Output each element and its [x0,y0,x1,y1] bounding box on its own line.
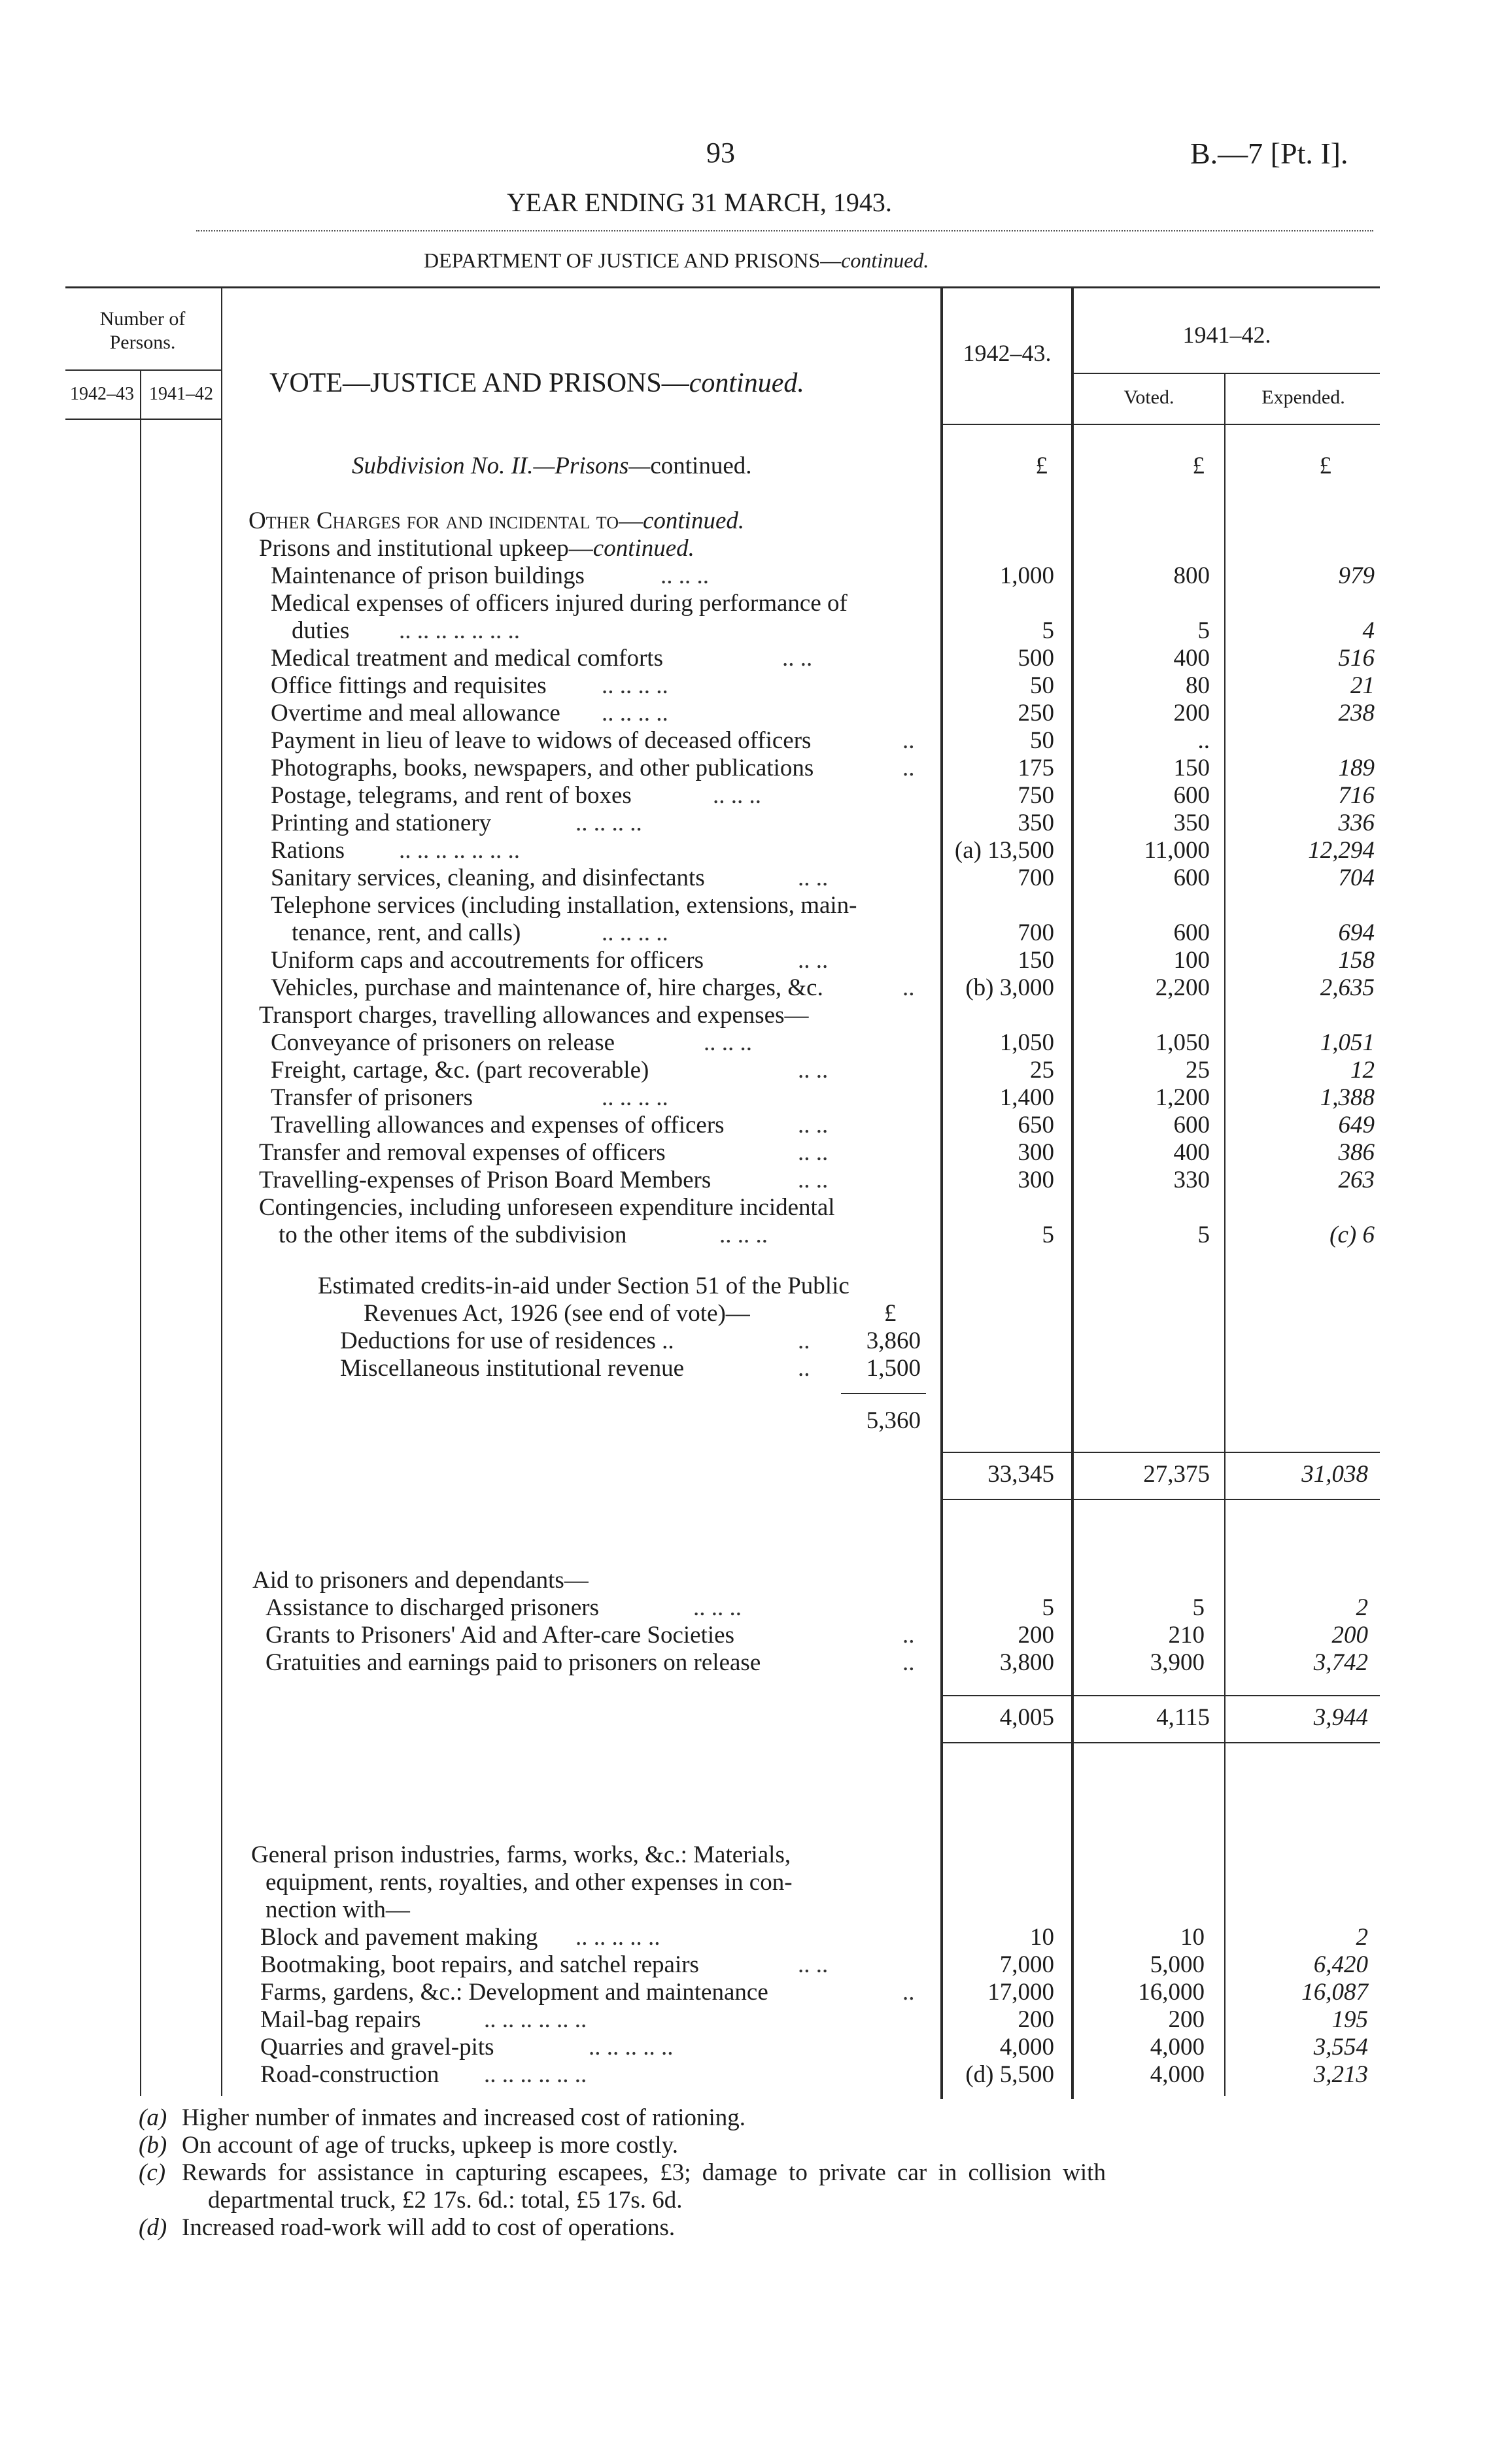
vote-title-text: VOTE—JUSTICE AND PRISONS— [269,368,689,398]
section1-row-expended: 649 [1338,1112,1375,1138]
section3-row-1942-43: 4,000 [999,2034,1054,2061]
credits-item-value: 3,860 [866,1327,921,1354]
col-divider-voted-expended [1224,374,1225,2096]
col-voted-heading: Voted. [1123,386,1174,408]
currency-expended: £ [1319,453,1331,479]
section1-row-label: Medical treatment and medical comforts [271,645,663,672]
section1-row-voted: 5 [1197,1222,1210,1248]
credits-item-value: 1,500 [866,1355,921,1382]
section2-row-expended: 200 [1331,1622,1368,1649]
col-1942-43-heading: 1942–43. [963,340,1052,366]
prisons-upkeep-subheading-text: Prisons and institutional upkeep— [259,535,593,562]
section1-row-1942-43: (b) 3,000 [965,974,1054,1001]
section1-row-leader: .. .. [798,1139,829,1166]
other-charges-heading-cont: continued. [642,507,745,534]
section1-row-leader: .. .. [798,1167,829,1193]
section1-row-voted: 600 [1173,919,1210,946]
industries-heading-line3: nection with— [266,1896,410,1923]
money-header-bottom-rule [942,424,1380,425]
section1-row-voted: 400 [1173,1139,1210,1166]
section1-row-label: Medical expenses of officers injured during performance of [271,590,848,617]
section3-row-leader: .. .. .. .. .. .. [484,2061,587,2088]
section3-row-label: Road-construction [260,2061,439,2088]
section3-row-expended: 3,554 [1313,2034,1368,2061]
persons-bottom-rule [65,419,221,420]
section1-row-1942-43: 350 [1018,810,1054,836]
section1-row-1942-43: 650 [1018,1112,1054,1138]
col-divider-persons-b [221,286,222,2096]
section2-row-label: Gratuities and earnings paid to prisoners on release [266,1649,761,1676]
section2-total-expended: 3,944 [1313,1704,1368,1731]
section3-row-leader: .. .. .. .. .. .. [484,2006,587,2033]
section1-row-label: Telephone services (including installation, extensions, main- [271,892,857,919]
section1-row-expended: 4 [1362,617,1375,644]
section3-row-voted: 5,000 [1150,1951,1205,1978]
section3-row-1942-43: 200 [1018,2006,1054,2033]
section3-row-voted: 16,000 [1138,1979,1205,2006]
section1-row-label: Conveyance of prisoners on release [271,1029,615,1056]
section1-row-1942-43: 1,000 [999,562,1054,589]
footnote-mark: (a) [139,2104,167,2131]
section1-row-1942-43: 300 [1018,1139,1054,1166]
section1-row-expended: 716 [1338,782,1375,809]
section1-row-expended: 386 [1338,1139,1375,1166]
section1-row-expended: 238 [1338,700,1375,727]
persons-col-1942-43: 1942–43 [70,384,134,404]
section3-row-1942-43: 10 [1030,1924,1054,1951]
section1-row-expended: 704 [1338,864,1375,891]
section1-row-expended: 336 [1338,810,1375,836]
section3-row-voted: 10 [1180,1924,1205,1951]
table-top-rule [65,286,1380,288]
section2-row-leader: .. .. .. [693,1594,742,1621]
section3-row-label: Farms, gardens, &c.: Development and maintenance [260,1979,768,2006]
credits-item-label: Deductions for use of residences .. [340,1327,674,1354]
credits-item-leader: .. [798,1355,810,1382]
section3-row-expended: 3,213 [1313,2061,1368,2088]
section1-row-1942-43: 50 [1030,672,1054,699]
section1-row-leader: .. .. .. .. [602,1084,668,1111]
section1-row-leader: .. .. [782,645,813,672]
section3-row-voted: 4,000 [1150,2034,1205,2061]
section2-totals-top-rule [942,1695,1380,1696]
section1-row-label: Uniform caps and accoutrements for officers [271,947,704,974]
section2-row-label: Grants to Prisoners' Aid and After-care Societies [266,1622,734,1649]
footnote-mark: (d) [139,2214,167,2241]
section2-row-1942-43: 5 [1042,1594,1054,1621]
prisons-upkeep-subheading-cont: continued. [592,535,694,562]
department-title-text: DEPARTMENT OF JUSTICE AND PRISONS— [424,248,842,272]
section3-row-expended: 2 [1356,1924,1368,1951]
section2-row-label: Assistance to discharged prisoners [266,1594,600,1621]
section1-row-expended: 189 [1338,755,1375,781]
section1-row-label: Sanitary services, cleaning, and disinfectants [271,864,705,891]
footnote-mark: (c) [139,2159,166,2186]
section1-row-1942-43: 150 [1018,947,1054,974]
section1-row-1942-43: (a) 13,500 [954,837,1054,864]
section1-row-leader: .. .. .. [719,1222,768,1248]
section1-row-label: Payment in lieu of leave to widows of deceased officers [271,727,812,754]
prisons-upkeep-subheading [259,535,694,562]
section1-row-leader: .. .. .. .. [575,810,642,836]
section1-row-label: tenance, rent, and calls) [292,919,521,946]
section1-row-1942-43: 500 [1018,645,1054,672]
footnote-text: Rewards for assistance in capturing escapees, £3; damage to private car in collision with [182,2159,1106,2186]
persons-header-rule [65,369,221,371]
section1-row-voted: 600 [1173,864,1210,891]
section1-row-expended: 263 [1338,1167,1375,1193]
section3-row-1942-43: 17,000 [987,1979,1054,2006]
section1-row-1942-43: 25 [1030,1057,1054,1084]
credits-item-label: Miscellaneous institutional revenue [340,1355,685,1382]
section1-row-expended: 12 [1350,1057,1375,1084]
section1-row-leader: .. .. .. .. [602,700,668,727]
section1-row-expended: 979 [1338,562,1375,589]
section1-row-expended: 12,294 [1308,837,1375,864]
vote-title [269,368,804,399]
section2-row-leader: .. [902,1649,915,1676]
year-title: YEAR ENDING 31 MARCH, 1943. [507,188,892,217]
currency-voted: £ [1192,453,1205,479]
credits-total: 5,360 [866,1407,921,1434]
section1-row-label: Maintenance of prison buildings [271,562,585,589]
section1-row-leader: .. .. [798,864,829,891]
department-title-cont: continued. [841,248,929,272]
subdivision-title-text: Subdivision No. II.—Prisons— [352,453,651,479]
section3-row-label: Block and pavement making [260,1924,538,1951]
section3-row-label: Mail-bag repairs [260,2006,421,2033]
section1-row-1942-43: 250 [1018,700,1054,727]
section1-row-1942-43: 1,400 [999,1084,1054,1111]
industries-heading-line1: General prison industries, farms, works, &c.: Materials, [251,1841,791,1868]
currency-1942-43: £ [1035,453,1048,479]
section3-row-leader: .. .. .. .. .. [575,1924,660,1951]
section1-row-expended: 516 [1338,645,1375,672]
section1-row-voted: 150 [1173,755,1210,781]
section1-row-1942-43: 5 [1042,1222,1054,1248]
section2-row-leader: .. [902,1622,915,1649]
subdivision-title-cont: continued. [650,453,752,479]
section1-row-label: to the other items of the subdivision [279,1222,627,1248]
section1-row-expended: 694 [1338,919,1375,946]
section2-row-1942-43: 3,800 [999,1649,1054,1676]
section1-row-voted: 80 [1186,672,1210,699]
section1-row-voted: 200 [1173,700,1210,727]
header-rule [196,230,1373,231]
section1-row-label: Rations [271,837,345,864]
section1-row-voted: 400 [1173,645,1210,672]
section3-row-label: Bootmaking, boot repairs, and satchel repairs [260,1951,699,1978]
col-1941-42-heading: 1941–42. [1182,322,1271,348]
section1-row-label: Overtime and meal allowance [271,700,560,727]
footnote-text: Increased road-work will add to cost of operations. [182,2214,676,2241]
section1-total-voted: 27,375 [1143,1461,1210,1488]
section1-row-voted: 600 [1173,782,1210,809]
col-expended-heading: Expended. [1261,386,1345,408]
section1-row-label: Postage, telegrams, and rent of boxes [271,782,632,809]
section1-row-leader: .. .. .. .. [602,919,668,946]
section1-row-1942-43: 1,050 [999,1029,1054,1056]
section1-row-label: Transport charges, travelling allowances and expenses— [259,1002,809,1029]
other-charges-heading-text: Other Charges for and incidental to— [248,507,643,534]
credits-heading-line2: Revenues Act, 1926 (see end of vote)— [364,1300,750,1327]
document-reference: B.—7 [Pt. I]. [1190,137,1348,170]
section1-row-leader: .. .. [798,1112,829,1138]
section1-row-expended: 21 [1350,672,1375,699]
section1-row-1942-43: 5 [1042,617,1054,644]
section2-row-expended: 2 [1356,1594,1368,1621]
section1-row-expended: (c) 6 [1329,1222,1375,1248]
section1-row-label: Freight, cartage, &c. (part recoverable) [271,1057,649,1084]
footnote-text: Higher number of inmates and increased cost of rationing. [182,2104,746,2131]
section3-row-expended: 195 [1331,2006,1368,2033]
page-number: 93 [706,137,735,169]
section1-row-voted: 100 [1173,947,1210,974]
footnote-text: departmental truck, £2 17s. 6d.: total, £5 17s. 6d. [208,2187,683,2214]
section1-totals-bottom-rule [942,1499,1380,1500]
section3-row-label: Quarries and gravel-pits [260,2034,494,2061]
year-1941-split-rule [1072,373,1380,374]
section1-row-leader: .. [902,727,915,754]
vote-title-cont: continued. [689,368,804,398]
section1-row-leader: .. .. .. [713,782,761,809]
section3-row-expended: 6,420 [1313,1951,1368,1978]
section1-row-1942-43: 700 [1018,919,1054,946]
section2-row-voted: 5 [1192,1594,1205,1621]
industries-heading-line2: equipment, rents, royalties, and other expenses in con- [266,1869,793,1896]
section1-row-1942-43: 300 [1018,1167,1054,1193]
number-of-persons-heading: Number of Persons. [99,308,186,353]
section1-row-voted: 350 [1173,810,1210,836]
other-charges-heading [248,507,744,535]
footnote-mark: (b) [139,2132,167,2159]
section1-row-label: Photographs, books, newspapers, and other publications [271,755,814,781]
section1-row-leader: .. [902,755,915,781]
section1-row-leader: .. .. .. .. [602,672,668,699]
section2-row-expended: 3,742 [1313,1649,1368,1676]
section1-row-label: Vehicles, purchase and maintenance of, hire charges, &c. [271,974,823,1001]
section1-row-leader: .. .. [798,947,829,974]
section3-row-1942-43: 7,000 [999,1951,1054,1978]
section3-row-voted: 200 [1168,2006,1205,2033]
section3-row-voted: 4,000 [1150,2061,1205,2088]
section1-row-label: Printing and stationery [271,810,492,836]
section1-row-leader: .. .. .. [660,562,709,589]
section1-row-label: Transfer and removal expenses of officers [259,1139,666,1166]
section3-row-leader: .. [902,1979,915,2006]
section1-row-voted: 800 [1173,562,1210,589]
section3-row-leader: .. .. .. .. .. [589,2034,674,2061]
section1-row-label: Travelling-expenses of Prison Board Members [259,1167,711,1193]
section2-total-voted: 4,115 [1156,1704,1210,1731]
section3-row-expended: 16,087 [1301,1979,1368,2006]
section1-row-voted: 11,000 [1144,837,1210,864]
section1-total-expended: 31,038 [1301,1461,1368,1488]
section1-row-voted: .. [1197,727,1210,754]
section1-row-expended: 2,635 [1320,974,1375,1001]
section1-row-label: duties [292,617,350,644]
section1-row-1942-43: 50 [1030,727,1054,754]
credits-heading-line1: Estimated credits-in-aid under Section 51 of the Public [318,1273,849,1299]
credits-item-leader: .. [798,1327,810,1354]
section1-row-voted: 1,050 [1155,1029,1210,1056]
section1-row-label: Contingencies, including unforeseen expenditure incidental [259,1194,835,1221]
section1-row-leader: .. [902,974,915,1001]
section3-row-leader: .. .. [798,1951,829,1978]
section1-row-label: Office fittings and requisites [271,672,547,699]
credits-currency: £ [884,1300,897,1327]
section1-row-expended: 1,388 [1320,1084,1375,1111]
section2-totals-bottom-rule [942,1742,1380,1743]
section1-row-leader: .. .. .. .. .. .. .. [399,837,520,864]
col-divider-persons-a [140,369,141,2096]
section3-row-1942-43: (d) 5,500 [965,2061,1054,2088]
department-title [424,248,929,273]
section2-row-voted: 3,900 [1150,1649,1205,1676]
section1-total-1942-43: 33,345 [987,1461,1054,1488]
section1-row-voted: 5 [1197,617,1210,644]
section1-row-voted: 330 [1173,1167,1210,1193]
subdivision-title [352,453,752,480]
section1-row-1942-43: 175 [1018,755,1054,781]
section1-row-expended: 158 [1338,947,1375,974]
section1-row-1942-43: 700 [1018,864,1054,891]
section1-row-label: Transfer of prisoners [271,1084,473,1111]
section1-row-voted: 25 [1186,1057,1210,1084]
section2-row-1942-43: 200 [1018,1622,1054,1649]
section1-totals-top-rule [942,1452,1380,1453]
section1-row-leader: .. .. .. [704,1029,752,1056]
footnote-text: On account of age of trucks, upkeep is more costly. [182,2132,678,2159]
section1-row-1942-43: 750 [1018,782,1054,809]
section1-row-voted: 600 [1173,1112,1210,1138]
section1-row-leader: .. .. .. .. .. .. .. [399,617,520,644]
section1-row-expended: 1,051 [1320,1029,1375,1056]
credits-sum-rule [841,1393,926,1394]
section1-row-voted: 1,200 [1155,1084,1210,1111]
section2-total-1942-43: 4,005 [999,1704,1054,1731]
aid-heading: Aid to prisoners and dependants— [252,1567,589,1594]
section1-row-leader: .. .. [798,1057,829,1084]
section1-row-label: Travelling allowances and expenses of officers [271,1112,725,1138]
section1-row-voted: 2,200 [1155,974,1210,1001]
section2-row-voted: 210 [1168,1622,1205,1649]
persons-col-1941-42: 1941–42 [149,384,213,404]
